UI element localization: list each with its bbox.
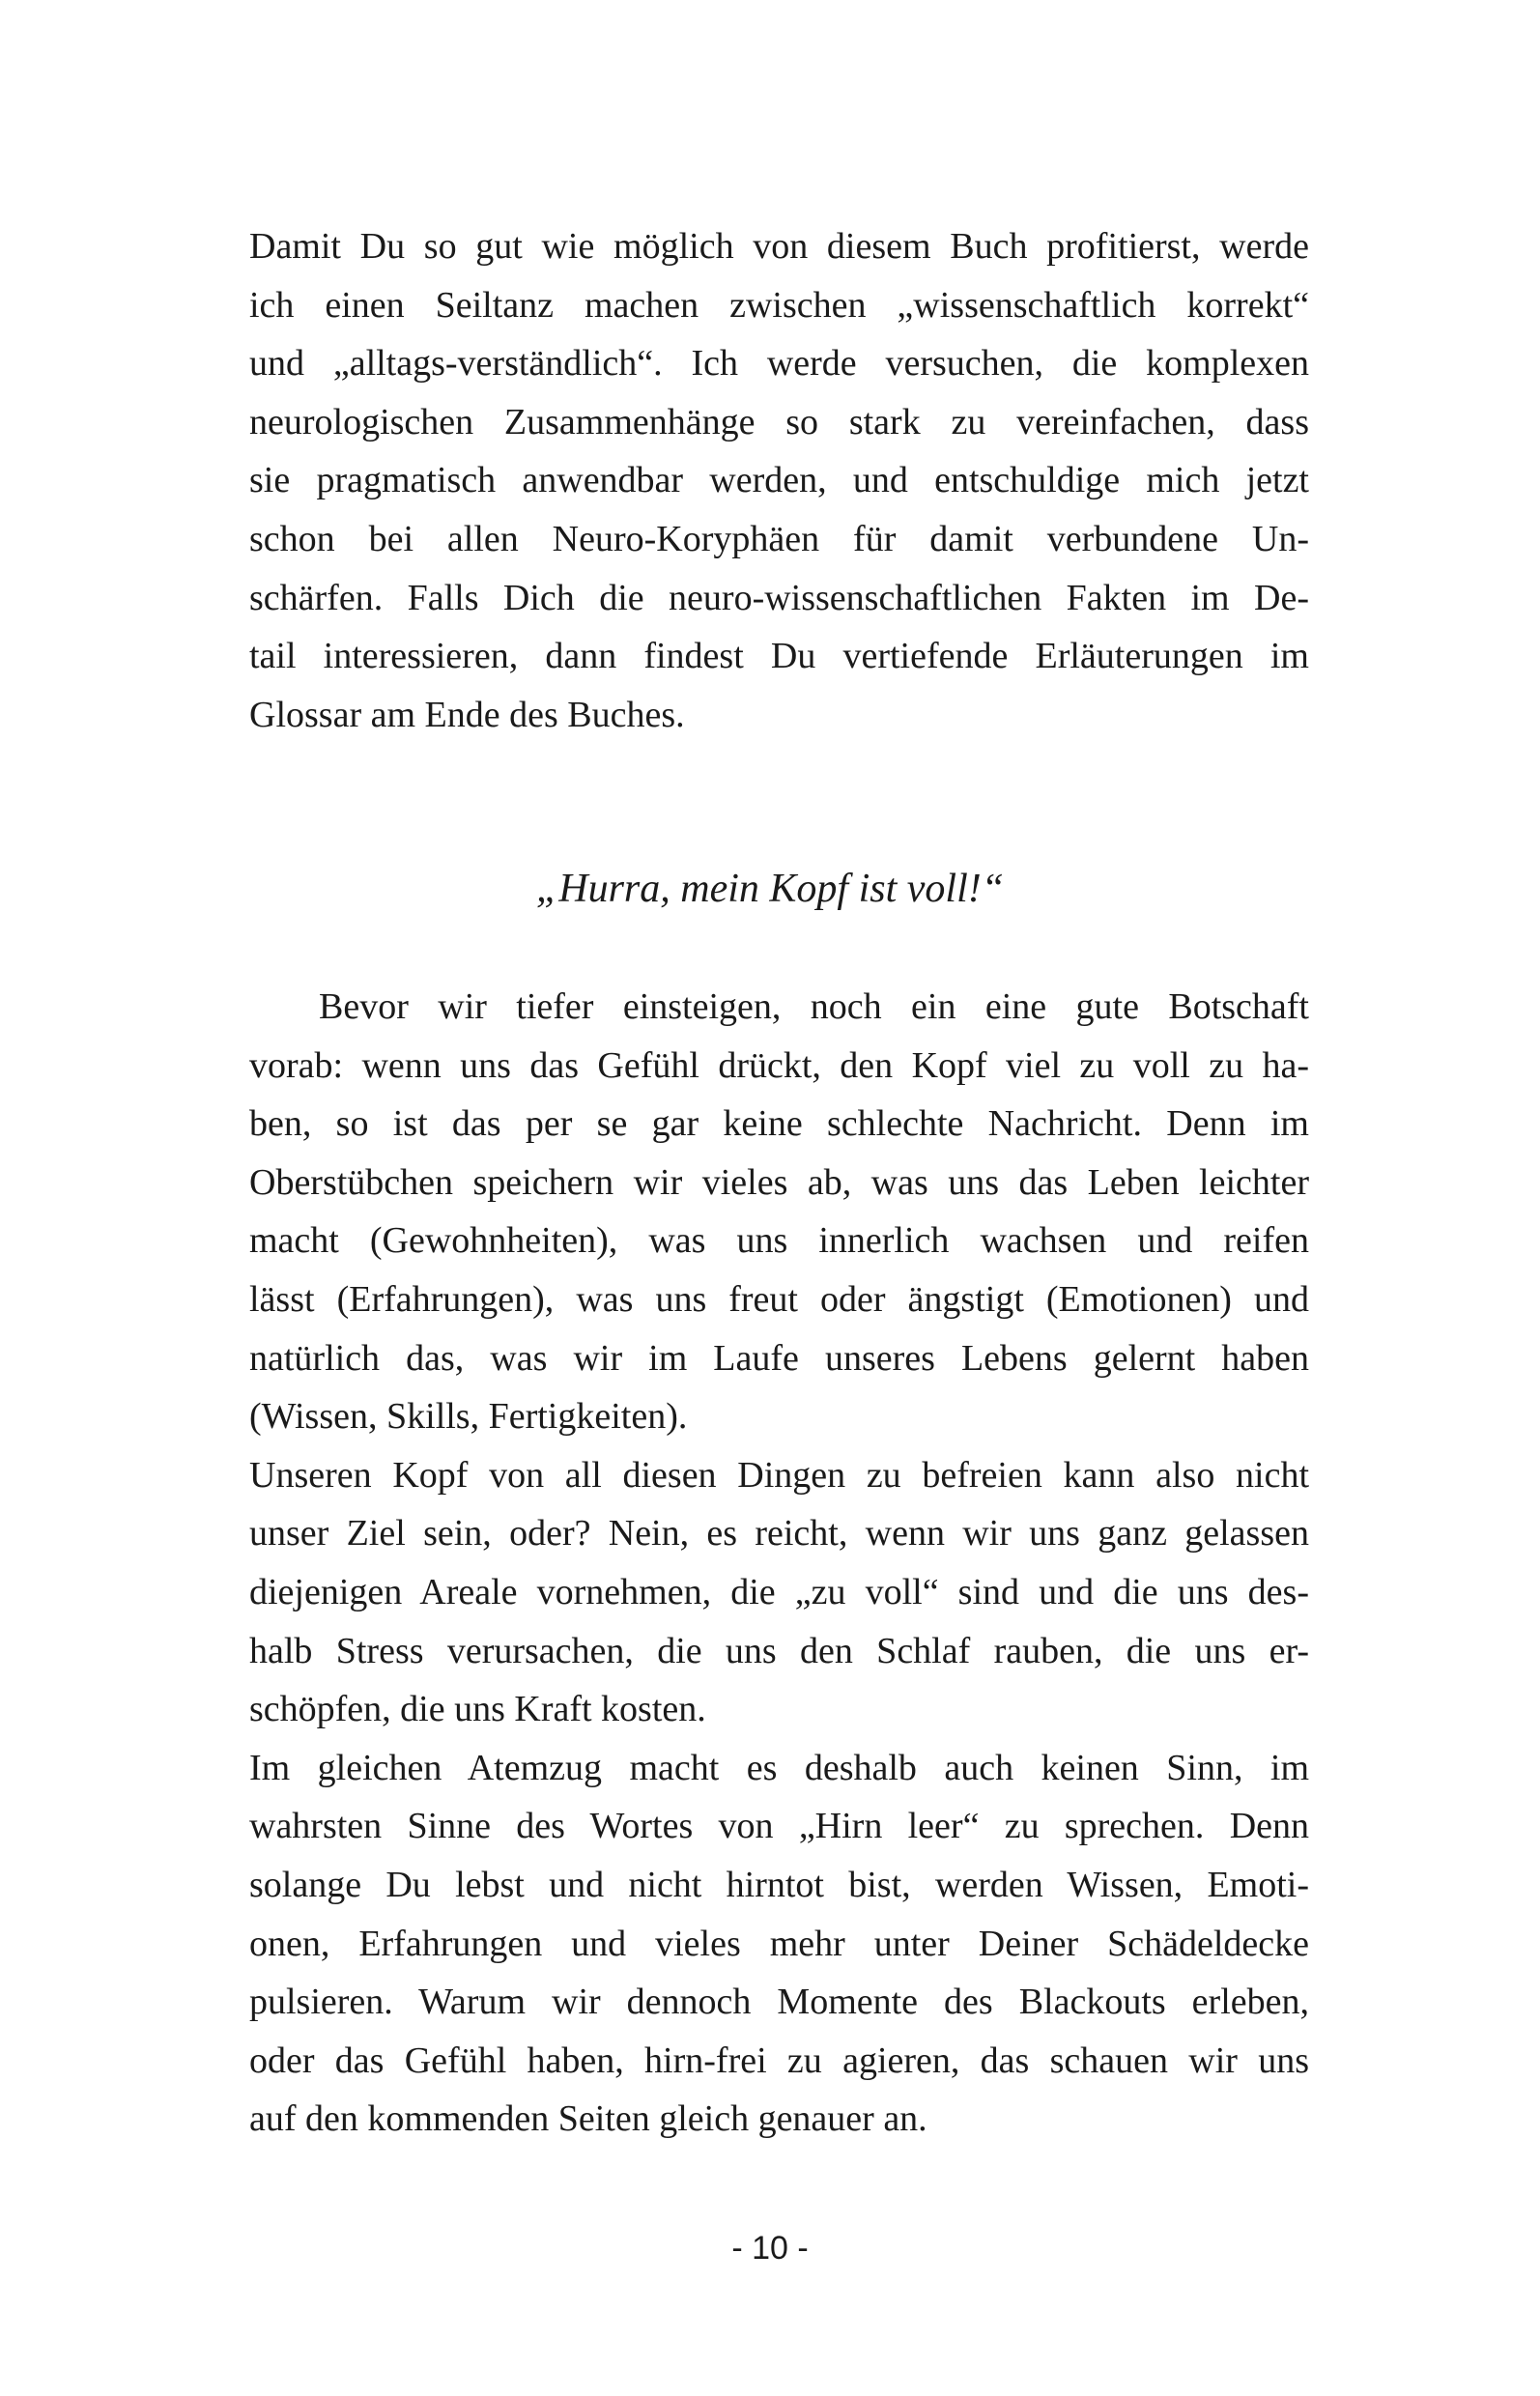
- text-line: pulsieren. Warum wir dennoch Momente des Blackouts erleben,: [249, 1982, 1309, 2023]
- text-line: Im gleichen Atemzug macht es deshalb auch keinen Sinn, im: [249, 1747, 1309, 1788]
- text-line: onen, Erfahrungen und vieles mehr unter Deiner Schädeldecke: [249, 1923, 1309, 1964]
- text-line: unser Ziel sein, oder? Nein, es reicht, wenn wir uns ganz gelassen: [249, 1513, 1309, 1555]
- text-line: neurologischen Zusammenhänge so stark zu vereinfachen, dass: [249, 401, 1309, 442]
- text-line: ich einen Seiltanz machen zwischen „wissenschaftlich korrekt“: [249, 284, 1309, 326]
- text-line: wahrsten Sinne des Wortes von „Hirn leer“ zu sprechen. Denn: [249, 1806, 1309, 1847]
- text-line: lässt (Erfahrungen), was uns freut oder ängstigt (Emotionen) und: [249, 1278, 1309, 1320]
- body-paragraphs: [249, 978, 1309, 2149]
- text-line: Oberstübchen speichern wir vieles ab, was uns das Leben leichter: [249, 1161, 1309, 1203]
- text-line: oder das Gefühl haben, hirn-frei zu agieren, das schauen wir uns: [249, 2039, 1309, 2081]
- text-line: halb Stress verursachen, die uns den Schlaf rauben, die uns er-: [249, 1630, 1309, 1671]
- text-line: vorab: wenn uns das Gefühl drückt, den Kopf viel zu voll zu ha-: [249, 1044, 1309, 1086]
- text-line: Glossar am Ende des Buches.: [249, 694, 685, 735]
- text-line: Bevor wir tiefer einsteigen, noch ein eine gute Botschaft: [319, 986, 1309, 1027]
- text-line: macht (Gewohnheiten), was uns innerlich wachsen und reifen: [249, 1220, 1309, 1262]
- section-heading: „Hurra, mein Kopf ist voll!“: [535, 867, 1005, 911]
- text-line: solange Du lebst und nicht hirntot bist, werden Wissen, Emoti-: [249, 1864, 1309, 1905]
- text-line: schöpfen, die uns Kraft kosten.: [249, 1689, 706, 1730]
- text-line: diejenigen Areale vornehmen, die „zu voll“ sind und die uns des-: [249, 1571, 1309, 1612]
- text-line: natürlich das, was wir im Laufe unseres Lebens gelernt haben: [249, 1337, 1309, 1379]
- page-number: - 10 -: [731, 2230, 809, 2267]
- text-line: ben, so ist das per se gar keine schlechte Nachricht. Denn im: [249, 1103, 1309, 1145]
- text-line: sie pragmatisch anwendbar werden, und entschuldige mich jetzt: [249, 460, 1309, 501]
- intro-paragraph: [249, 217, 1309, 744]
- text-line: Unseren Kopf von all diesen Dingen zu befreien kann also nicht: [249, 1454, 1309, 1496]
- text-line: auf den kommenden Seiten gleich genauer an.: [249, 2098, 927, 2140]
- text-line: Damit Du so gut wie möglich von diesem Buch profitierst, werde: [249, 226, 1309, 267]
- text-line: (Wissen, Skills, Fertigkeiten).: [249, 1396, 688, 1438]
- text-line: tail interessieren, dann findest Du vertiefende Erläuterungen im: [249, 636, 1309, 677]
- text-line: schärfen. Falls Dich die neuro-wissenschaftlichen Fakten im De-: [249, 577, 1309, 618]
- text-line: schon bei allen Neuro-Koryphäen für damit verbundene Un-: [249, 518, 1309, 559]
- text-line: und „alltags-verständlich“. Ich werde versuchen, die komplexen: [249, 343, 1309, 385]
